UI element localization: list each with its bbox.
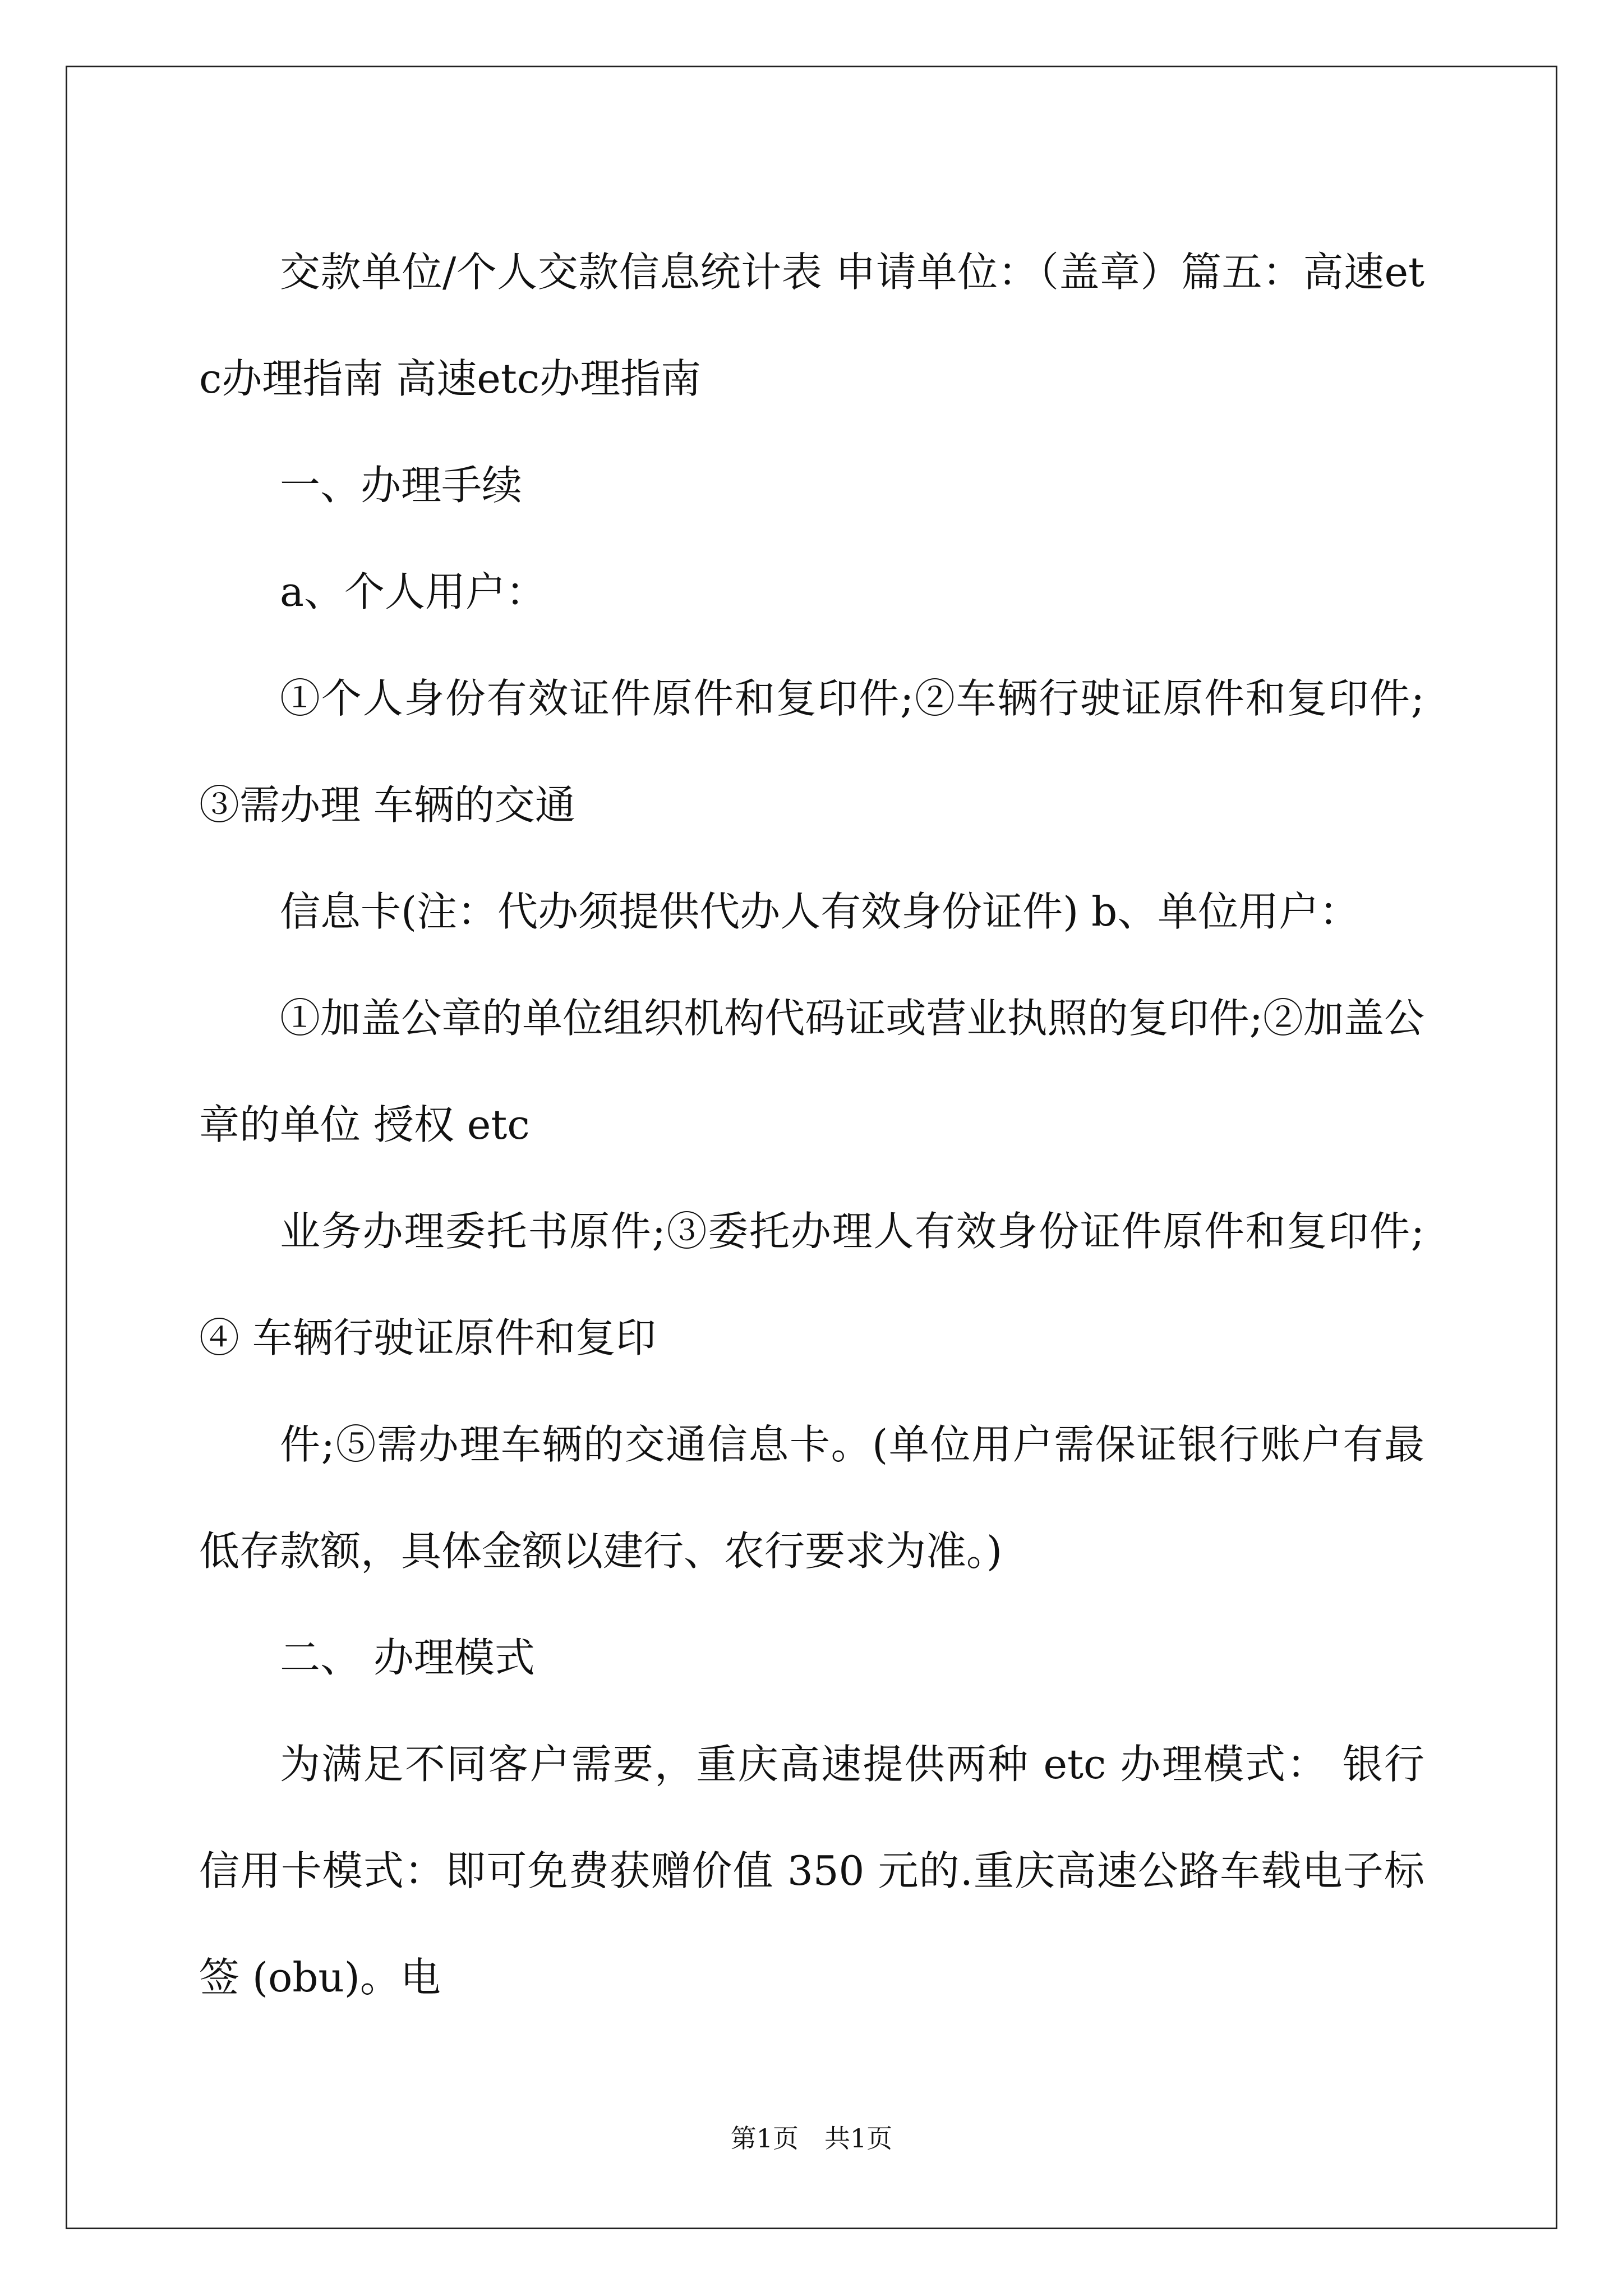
paragraph: ①加盖公章的单位组织机构代码证或营业执照的复印件;②加盖公章的单位 授权 etc [199, 995, 1424, 1148]
paragraph: 为满足不同客户需要，重庆高速提供两种 etc 办理模式： 银行信用卡模式：即可免费获赠价值 350 元的.重庆高速公路车载电子标签 (obu)。电 [199, 1741, 1424, 2001]
paragraph: 信息卡(注：代办须提供代办人有效身份证件) b、单位用户： [280, 888, 1360, 935]
paragraph: a、个人用户： [280, 568, 546, 615]
section-heading: 二、 办理模式 [280, 1634, 535, 1681]
paragraph: 交款单位/个人交款信息统计表 申请单位：（盖章）篇五：高速etc办理指南 高速etc办理指南 [199, 249, 1424, 402]
paragraph: 件;⑤需办理车辆的交通信息卡。(单位用户需保证银行账户有最低存款额，具体金额以建行、农行要求为准。) [199, 1421, 1424, 1575]
paragraph: ①个人身份有效证件原件和复印件;②车辆行驶证原件和复印件;③需办理 车辆的交通 [199, 675, 1424, 829]
page-number: 第1页 共1页 [730, 2123, 893, 2154]
document-body [199, 219, 1424, 2031]
paragraph: 业务办理委托书原件;③委托办理人有效身份证件原件和复印件;④ 车辆行驶证原件和复印 [199, 1208, 1424, 1361]
section-heading: 一、办理手续 [280, 462, 523, 509]
